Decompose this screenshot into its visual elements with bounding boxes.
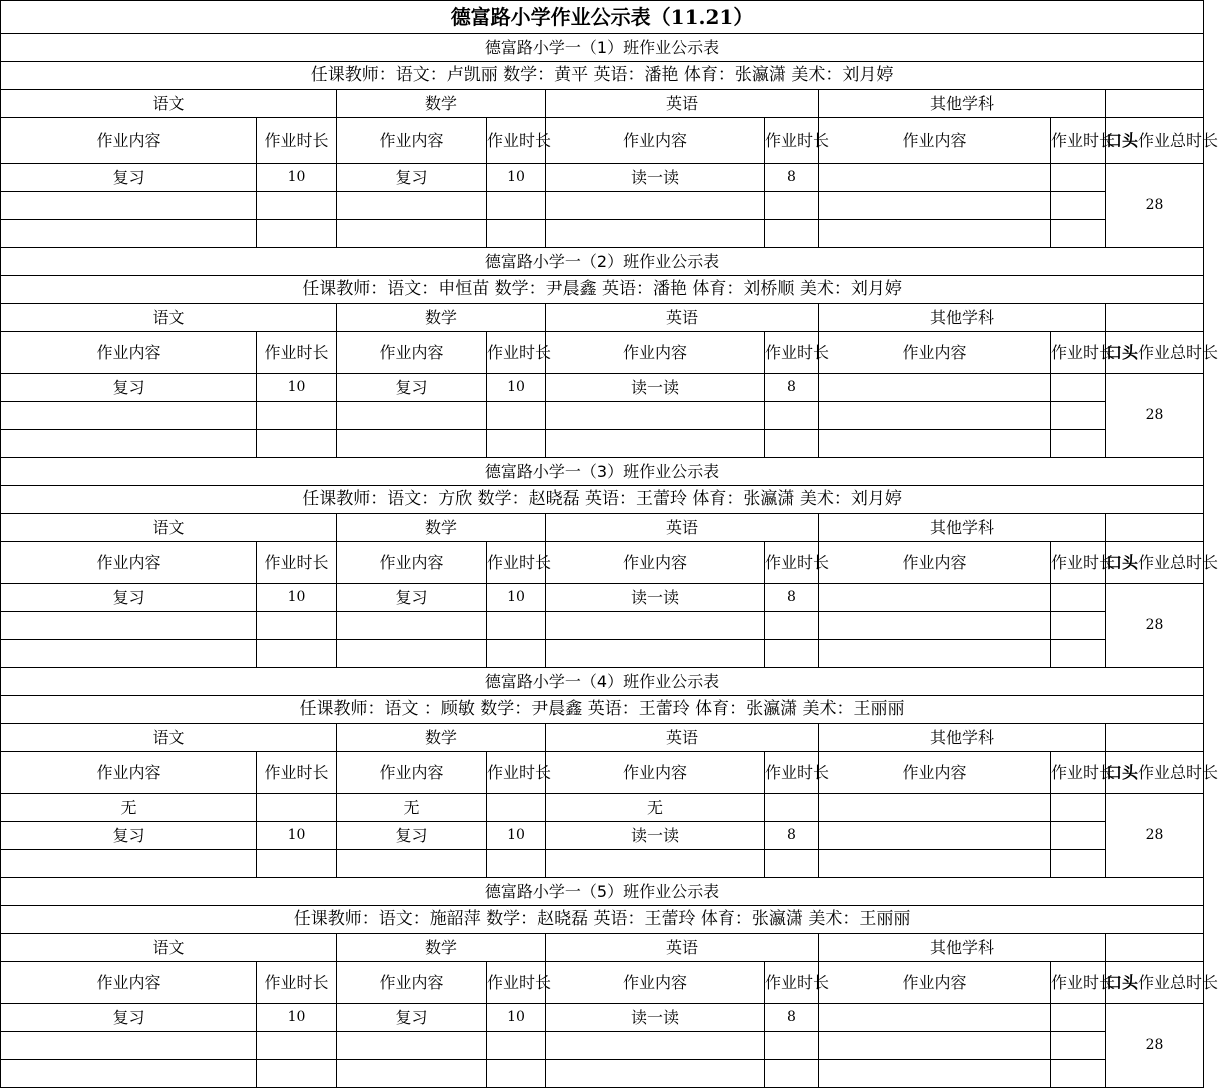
total-duration-cell: 28 <box>1106 164 1204 248</box>
subject-math: 数学 <box>337 304 546 332</box>
duration-cell: 10 <box>257 374 337 402</box>
header-duration: 作业时长 <box>487 752 546 794</box>
teachers-line: 任课教师：语文：卢凯丽 数学：黄平 英语：潘艳 体育：张瀛潇 美术：刘月婷 <box>1 62 1204 90</box>
subject-math: 数学 <box>337 724 546 752</box>
duration-cell <box>257 612 337 640</box>
duration-cell <box>487 430 546 458</box>
subject-chinese: 语文 <box>1 90 337 118</box>
duration-cell <box>765 1060 819 1088</box>
content-cell <box>819 430 1051 458</box>
duration-cell <box>765 794 819 822</box>
header-content: 作业内容 <box>337 752 487 794</box>
header-content: 作业内容 <box>819 118 1051 164</box>
header-total-bold: 口头 <box>1106 763 1139 782</box>
content-cell <box>337 192 487 220</box>
duration-cell <box>765 640 819 668</box>
content-cell <box>337 402 487 430</box>
duration-cell <box>1051 374 1106 402</box>
duration-cell <box>1051 850 1106 878</box>
subject-blank <box>1106 90 1204 118</box>
content-cell <box>546 1060 765 1088</box>
header-duration: 作业时长 <box>487 118 546 164</box>
subject-chinese: 语文 <box>1 724 337 752</box>
subject-other: 其他学科 <box>819 934 1106 962</box>
duration-cell <box>257 192 337 220</box>
header-total-duration <box>1106 118 1218 164</box>
content-cell <box>337 220 487 248</box>
duration-cell <box>487 402 546 430</box>
content-cell <box>819 192 1051 220</box>
header-content: 作业内容 <box>337 118 487 164</box>
content-cell <box>1 220 257 248</box>
duration-cell <box>1051 1060 1106 1088</box>
subject-other: 其他学科 <box>819 90 1106 118</box>
subject-blank <box>1106 304 1204 332</box>
content-cell: 复习 <box>1 584 257 612</box>
content-cell: 读一读 <box>546 374 765 402</box>
content-cell <box>337 1032 487 1060</box>
duration-cell <box>765 612 819 640</box>
duration-cell <box>1051 220 1106 248</box>
duration-cell <box>1051 1004 1106 1032</box>
duration-cell <box>487 640 546 668</box>
class-title: 德富路小学一（3）班作业公示表 <box>1 458 1204 486</box>
content-cell <box>1 1060 257 1088</box>
subject-math: 数学 <box>337 934 546 962</box>
page-title: 德富路小学作业公示表（11.21） <box>1 1 1204 34</box>
content-cell: 读一读 <box>546 164 765 192</box>
content-cell <box>819 822 1051 850</box>
duration-cell <box>257 640 337 668</box>
content-cell <box>819 1060 1051 1088</box>
duration-cell <box>257 430 337 458</box>
teachers-line: 任课教师：语文 ：顾敏 数学：尹晨鑫 英语：王蕾玲 体育：张瀛潇 美术：王丽丽 <box>1 696 1204 724</box>
content-cell <box>337 612 487 640</box>
duration-cell: 8 <box>765 1004 819 1032</box>
duration-cell <box>487 1032 546 1060</box>
content-cell <box>819 850 1051 878</box>
header-total-rest: 作业总时长 <box>1138 131 1218 150</box>
content-cell: 复习 <box>337 822 487 850</box>
content-cell <box>546 640 765 668</box>
content-cell <box>337 1060 487 1088</box>
class-title: 德富路小学一（4）班作业公示表 <box>1 668 1204 696</box>
duration-cell <box>487 1060 546 1088</box>
duration-cell: 10 <box>487 822 546 850</box>
content-cell: 无 <box>1 794 257 822</box>
duration-cell: 10 <box>487 1004 546 1032</box>
content-cell <box>819 220 1051 248</box>
header-total-rest: 作业总时长 <box>1138 343 1218 362</box>
teachers-line: 任课教师：语文：施韶萍 数学：赵晓磊 英语：王蕾玲 体育：张瀛潇 美术：王丽丽 <box>1 906 1204 934</box>
content-cell <box>546 192 765 220</box>
content-cell: 复习 <box>337 164 487 192</box>
duration-cell <box>487 220 546 248</box>
duration-cell: 8 <box>765 164 819 192</box>
duration-cell <box>487 612 546 640</box>
duration-cell <box>765 192 819 220</box>
total-duration-cell: 28 <box>1106 584 1204 668</box>
header-duration: 作业时长 <box>1051 542 1106 584</box>
content-cell <box>1 402 257 430</box>
header-total-rest: 作业总时长 <box>1138 763 1218 782</box>
header-content: 作业内容 <box>1 962 257 1004</box>
subject-blank <box>1106 514 1204 542</box>
duration-cell <box>1051 640 1106 668</box>
duration-cell <box>1051 612 1106 640</box>
duration-cell <box>765 220 819 248</box>
duration-cell: 8 <box>765 584 819 612</box>
content-cell <box>819 584 1051 612</box>
content-cell <box>819 640 1051 668</box>
duration-cell <box>257 850 337 878</box>
subject-blank <box>1106 934 1204 962</box>
subject-english: 英语 <box>546 514 819 542</box>
header-duration: 作业时长 <box>487 542 546 584</box>
header-content: 作业内容 <box>546 542 765 584</box>
subject-other: 其他学科 <box>819 724 1106 752</box>
subject-math: 数学 <box>337 514 546 542</box>
total-duration-cell: 28 <box>1106 1004 1204 1088</box>
class-title: 德富路小学一（2）班作业公示表 <box>1 248 1204 276</box>
header-duration: 作业时长 <box>257 962 337 1004</box>
content-cell: 复习 <box>1 164 257 192</box>
content-cell <box>1 612 257 640</box>
subject-chinese: 语文 <box>1 934 337 962</box>
subject-blank <box>1106 724 1204 752</box>
content-cell <box>1 1032 257 1060</box>
duration-cell <box>487 794 546 822</box>
header-total-bold: 口头 <box>1106 973 1139 992</box>
subject-english: 英语 <box>546 724 819 752</box>
duration-cell <box>1051 430 1106 458</box>
duration-cell <box>1051 584 1106 612</box>
subject-english: 英语 <box>546 304 819 332</box>
header-content: 作业内容 <box>546 752 765 794</box>
header-content: 作业内容 <box>1 332 257 374</box>
duration-cell <box>257 220 337 248</box>
header-content: 作业内容 <box>546 118 765 164</box>
total-duration-cell: 28 <box>1106 794 1204 878</box>
header-content: 作业内容 <box>1 752 257 794</box>
header-content: 作业内容 <box>337 962 487 1004</box>
duration-cell <box>765 402 819 430</box>
duration-cell <box>487 192 546 220</box>
subject-other: 其他学科 <box>819 514 1106 542</box>
header-duration: 作业时长 <box>1051 118 1106 164</box>
duration-cell: 10 <box>257 1004 337 1032</box>
header-content: 作业内容 <box>337 542 487 584</box>
content-cell: 复习 <box>337 374 487 402</box>
content-cell <box>546 850 765 878</box>
subject-other: 其他学科 <box>819 304 1106 332</box>
header-content: 作业内容 <box>819 962 1051 1004</box>
content-cell <box>546 402 765 430</box>
subject-chinese: 语文 <box>1 304 337 332</box>
content-cell: 读一读 <box>546 584 765 612</box>
duration-cell <box>487 850 546 878</box>
duration-cell <box>257 402 337 430</box>
header-total-bold: 口头 <box>1106 553 1139 572</box>
header-content: 作业内容 <box>1 118 257 164</box>
teachers-line: 任课教师：语文：方欣 数学：赵晓磊 英语：王蕾玲 体育：张瀛潇 美术：刘月婷 <box>1 486 1204 514</box>
duration-cell <box>257 1060 337 1088</box>
header-duration: 作业时长 <box>765 752 819 794</box>
duration-cell <box>1051 402 1106 430</box>
subject-math: 数学 <box>337 90 546 118</box>
content-cell <box>819 164 1051 192</box>
duration-cell: 10 <box>487 584 546 612</box>
header-duration: 作业时长 <box>765 962 819 1004</box>
class-title: 德富路小学一（5）班作业公示表 <box>1 878 1204 906</box>
header-duration: 作业时长 <box>1051 752 1106 794</box>
duration-cell: 10 <box>257 822 337 850</box>
content-cell <box>1 850 257 878</box>
header-total-rest: 作业总时长 <box>1138 553 1218 572</box>
header-duration: 作业时长 <box>1051 962 1106 1004</box>
header-content: 作业内容 <box>546 962 765 1004</box>
content-cell: 复习 <box>337 584 487 612</box>
content-cell <box>546 612 765 640</box>
content-cell <box>819 374 1051 402</box>
header-total-bold: 口头 <box>1106 131 1139 150</box>
subject-english: 英语 <box>546 90 819 118</box>
duration-cell: 10 <box>257 584 337 612</box>
header-content: 作业内容 <box>819 542 1051 584</box>
header-total-rest: 作业总时长 <box>1138 973 1218 992</box>
content-cell <box>546 220 765 248</box>
duration-cell <box>1051 822 1106 850</box>
duration-cell <box>765 1032 819 1060</box>
content-cell <box>337 850 487 878</box>
total-duration-cell: 28 <box>1106 374 1204 458</box>
header-duration: 作业时长 <box>765 118 819 164</box>
content-cell <box>1 640 257 668</box>
content-cell <box>819 1004 1051 1032</box>
content-cell <box>819 402 1051 430</box>
content-cell: 复习 <box>337 1004 487 1032</box>
header-duration: 作业时长 <box>765 542 819 584</box>
header-total-duration <box>1106 332 1218 374</box>
content-cell: 读一读 <box>546 822 765 850</box>
content-cell: 无 <box>337 794 487 822</box>
header-duration: 作业时长 <box>257 752 337 794</box>
header-duration: 作业时长 <box>765 332 819 374</box>
header-content: 作业内容 <box>819 752 1051 794</box>
duration-cell <box>257 1032 337 1060</box>
duration-cell: 8 <box>765 822 819 850</box>
duration-cell <box>765 430 819 458</box>
content-cell <box>819 1032 1051 1060</box>
duration-cell: 10 <box>257 164 337 192</box>
content-cell: 读一读 <box>546 1004 765 1032</box>
header-duration: 作业时长 <box>257 542 337 584</box>
content-cell <box>337 640 487 668</box>
header-total-duration <box>1106 962 1218 1004</box>
header-content: 作业内容 <box>337 332 487 374</box>
duration-cell <box>1051 794 1106 822</box>
subject-chinese: 语文 <box>1 514 337 542</box>
content-cell: 复习 <box>1 374 257 402</box>
header-duration: 作业时长 <box>487 962 546 1004</box>
content-cell <box>546 430 765 458</box>
duration-cell <box>257 794 337 822</box>
content-cell <box>1 430 257 458</box>
duration-cell: 10 <box>487 164 546 192</box>
header-total-duration <box>1106 542 1218 584</box>
content-cell <box>337 430 487 458</box>
duration-cell <box>1051 164 1106 192</box>
header-content: 作业内容 <box>546 332 765 374</box>
duration-cell <box>1051 192 1106 220</box>
content-cell <box>546 1032 765 1060</box>
content-cell: 复习 <box>1 822 257 850</box>
content-cell: 无 <box>546 794 765 822</box>
header-duration: 作业时长 <box>257 332 337 374</box>
content-cell <box>819 794 1051 822</box>
header-total-duration <box>1106 752 1218 794</box>
header-duration: 作业时长 <box>487 332 546 374</box>
duration-cell: 10 <box>487 374 546 402</box>
subject-english: 英语 <box>546 934 819 962</box>
header-duration: 作业时长 <box>257 118 337 164</box>
teachers-line: 任课教师：语文：申恒苗 数学：尹晨鑫 英语：潘艳 体育：刘桥顺 美术：刘月婷 <box>1 276 1204 304</box>
content-cell <box>819 612 1051 640</box>
duration-cell <box>765 850 819 878</box>
header-content: 作业内容 <box>1 542 257 584</box>
header-duration: 作业时长 <box>1051 332 1106 374</box>
content-cell <box>1 192 257 220</box>
content-cell: 复习 <box>1 1004 257 1032</box>
duration-cell: 8 <box>765 374 819 402</box>
header-total-bold: 口头 <box>1106 343 1139 362</box>
duration-cell <box>1051 1032 1106 1060</box>
class-title: 德富路小学一（1）班作业公示表 <box>1 34 1204 62</box>
header-content: 作业内容 <box>819 332 1051 374</box>
